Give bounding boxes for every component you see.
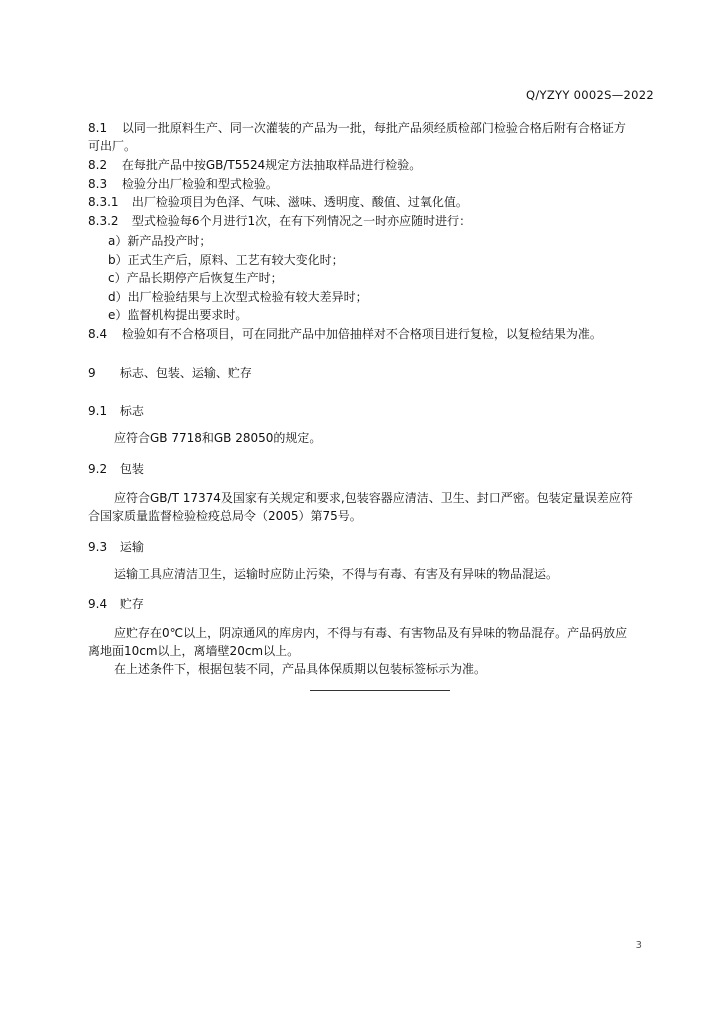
page-number: 3 xyxy=(635,940,642,951)
section-9-2-text-continued: 合国家质量监督检验检疫总局令（2005）第75号。 xyxy=(88,509,362,523)
clause-8-4 xyxy=(88,325,648,343)
section-9-4-text-continued: 离地面10cm以上，离墙壁20cm以上。 xyxy=(88,644,300,658)
clause-number: 8.4 xyxy=(88,327,108,341)
end-divider xyxy=(310,690,450,691)
clause-text: 在每批产品中按GB/T5524规定方法抽取样品进行检验。 xyxy=(121,158,422,172)
list-item-a: a）新产品投产时； xyxy=(108,234,212,248)
clause-8-1-continued: 可出厂。 xyxy=(88,139,137,153)
standard-code: Q/YZYY 0002S—2022 xyxy=(526,88,654,102)
section-9-2-text: 应符合GB/T 17374及国家有关规定和要求,包装容器应清洁、卫生、封口严密。包装定量误差应符 xyxy=(114,491,633,505)
clause-number: 8.3 xyxy=(88,177,108,191)
section-number: 9 xyxy=(88,366,96,380)
section-9-2-heading xyxy=(88,460,648,478)
section-9-4-heading xyxy=(88,595,648,613)
clause-text: 型式检验每6个月进行1次，在有下列情况之一时亦应随时进行： xyxy=(131,214,472,228)
clause-8-3-2 xyxy=(88,212,648,230)
clause-number: 8.1 xyxy=(88,121,108,135)
clause-8-1 xyxy=(88,119,648,137)
section-number: 9.4 xyxy=(88,597,108,611)
section-number: 9.2 xyxy=(88,462,108,476)
clause-text: 出厂检验项目为色泽、气味、滋味、透明度、酸值、过氧化值。 xyxy=(131,195,468,209)
clause-text: 以同一批原料生产、同一次灌装的产品为一批，每批产品须经质检部门检验合格后附有合格证方 xyxy=(121,121,626,135)
section-9-heading xyxy=(88,364,648,382)
clause-number: 8.3.1 xyxy=(88,195,119,209)
list-item-d: d）出厂检验结果与上次型式检验有较大差异时； xyxy=(108,290,368,304)
section-title: 包装 xyxy=(119,462,144,476)
clause-number: 8.2 xyxy=(88,158,108,172)
clause-text: 检验如有不合格项目，可在同批产品中加倍抽样对不合格项目进行复检，以复检结果为准。 xyxy=(121,327,602,341)
section-9-4-text-final: 在上述条件下，根据包装不同，产品具体保质期以包装标签标示为准。 xyxy=(114,662,487,676)
clause-8-3 xyxy=(88,175,648,193)
section-9-3-text: 运输工具应清洁卫生，运输时应防止污染，不得与有毒、有害及有异味的物品混运。 xyxy=(114,567,559,581)
section-number: 9.3 xyxy=(88,540,108,554)
list-item-b: b）正式生产后，原料、工艺有较大变化时； xyxy=(108,253,344,267)
section-title: 标志 xyxy=(119,404,144,418)
list-item-c: c）产品长期停产后恢复生产时； xyxy=(108,271,283,285)
section-9-4-text: 应贮存在0℃以上，阴凉通风的库房内，不得与有毒、有害物品及有异味的物品混存。产品码放应 xyxy=(114,626,628,640)
section-title: 贮存 xyxy=(119,597,144,611)
section-title: 标志、包装、运输、贮存 xyxy=(119,366,252,380)
section-9-1-heading xyxy=(88,402,648,420)
section-9-3-heading xyxy=(88,538,648,556)
list-item-e: e）监督机构提出要求时。 xyxy=(108,308,248,322)
section-number: 9.1 xyxy=(88,404,108,418)
section-9-1-text: 应符合GB 7718和GB 28050的规定。 xyxy=(114,431,322,445)
clause-number: 8.3.2 xyxy=(88,214,119,228)
section-title: 运输 xyxy=(119,540,144,554)
clause-8-2 xyxy=(88,156,648,174)
clause-text: 检验分出厂检验和型式检验。 xyxy=(121,177,278,191)
clause-8-3-1 xyxy=(88,193,648,211)
